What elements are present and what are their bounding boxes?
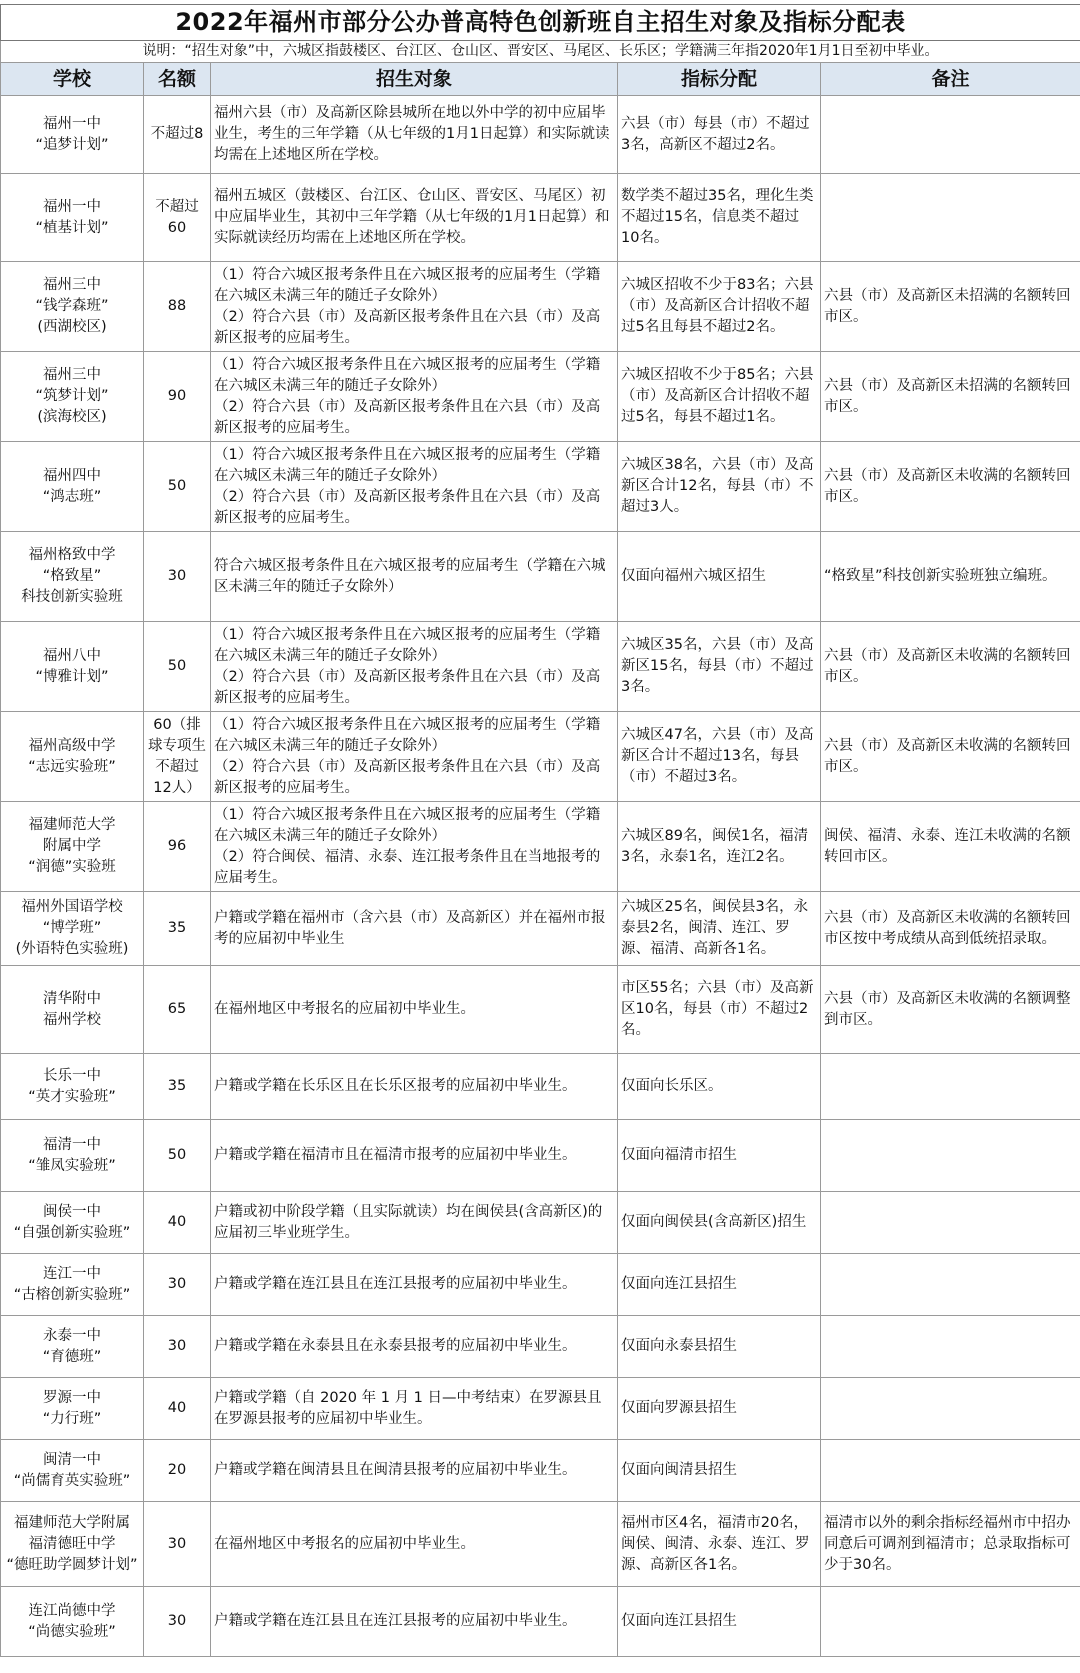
school-name-line: 罗源一中 [43, 1389, 101, 1406]
table-row [1, 1316, 1080, 1378]
school-cell [1, 262, 144, 352]
school-name-line: 福清一中 [43, 1136, 101, 1153]
school-cell [1, 442, 144, 532]
target-cell: 户籍或学籍在闽清县且在闽清县报考的应届初中毕业生。 [211, 1440, 618, 1502]
target-cell: 符合六城区报考条件且在六城区报考的应届考生（学籍在六城区未满三年的随迁子女除外） [211, 532, 618, 622]
quota-cell: 35 [144, 1054, 211, 1120]
target-cell: 户籍或学籍在永泰县且在永泰县报考的应届初中毕业生。 [211, 1316, 618, 1378]
school-cell [1, 174, 144, 262]
allocation-cell: 六城区35名，六县（市）及高新区15名，每县（市）不超过3名。 [618, 622, 821, 712]
table-title: 2022年福州市部分公办普高特色创新班自主招生对象及指标分配表 [1, 5, 1080, 41]
school-name-line: 附属中学 [43, 838, 101, 854]
school-name-line: 永泰一中 [43, 1327, 101, 1344]
quota-cell: 30 [144, 1316, 211, 1378]
quota-cell: 30 [144, 532, 211, 622]
allocation-cell: 仅面向福清市招生 [618, 1120, 821, 1192]
target-cell: 户籍或学籍在连江县且在连江县报考的应届初中毕业生。 [211, 1254, 618, 1316]
remark-cell: 六县（市）及高新区未收满的名额转回市区。 [821, 712, 1080, 802]
school-name-line: 福州三中 [43, 367, 101, 383]
school-name-line: 连江尚德中学 [28, 1602, 116, 1619]
target-cell: （1）符合六城区报考条件且在六城区报考的应届考生（学籍在六城区未满三年的随迁子女除外） （2）符合六县（市）及高新区报考条件且在六县（市）及高新区报考的应届考生。 [211, 622, 618, 712]
quota-cell: 不超过8 [144, 96, 211, 174]
remark-cell [821, 174, 1080, 262]
target-cell: （1）符合六城区报考条件且在六城区报考的应届考生（学籍在六城区未满三年的随迁子女除外） （2）符合六县（市）及高新区报考条件且在六县（市）及高新区报考的应届考生。 [211, 352, 618, 442]
school-name-line: “古榕创新实验班” [13, 1286, 131, 1303]
target-cell: 在福州地区中考报名的应届初中毕业生。 [211, 1502, 618, 1587]
school-name-line: “力行班” [42, 1410, 102, 1427]
table-row [1, 1120, 1080, 1192]
school-name-line: “追梦计划” [35, 136, 109, 153]
table-row [1, 532, 1080, 622]
allocation-cell: 仅面向闽侯县(含高新区)招生 [618, 1192, 821, 1254]
quota-cell: 96 [144, 802, 211, 892]
header-row [1, 63, 1080, 96]
table-row [1, 1502, 1080, 1587]
table-row [1, 622, 1080, 712]
target-cell: 在福州地区中考报名的应届初中毕业生。 [211, 966, 618, 1054]
remark-cell: 六县（市）及高新区未收满的名额转回市区按中考成绩从高到低统招录取。 [821, 892, 1080, 966]
table-note: 说明：“招生对象”中，六城区指鼓楼区、台江区、仓山区、晋安区、马尾区、长乐区；学籍满三年指2020年1月1日至初中毕业。 [1, 41, 1080, 63]
school-name-line: “雏凤实验班” [28, 1157, 116, 1174]
header-target: 招生对象 [211, 63, 618, 96]
allocation-cell: 市区55名；六县（市）及高新区10名，每县（市）不超过2名。 [618, 966, 821, 1054]
school-name-line: (滨海校区) [37, 409, 107, 425]
allocation-cell: 六城区38名，六县（市）及高新区合计12名，每县（市）不超过3人。 [618, 442, 821, 532]
school-name-line: “植基计划” [35, 219, 109, 236]
school-name-line: 福建师范大学附属 [14, 1514, 130, 1531]
table-row [1, 1378, 1080, 1440]
school-name-line: (西湖校区) [37, 319, 107, 335]
school-name-line: 清华附中 [43, 990, 101, 1007]
header-remark: 备注 [821, 63, 1080, 96]
school-name-line: “博雅计划” [35, 668, 109, 685]
quota-cell: 50 [144, 622, 211, 712]
remark-cell: 六县（市）及高新区未收满的名额转回市区。 [821, 442, 1080, 532]
quota-cell: 35 [144, 892, 211, 966]
school-name-line: “育德班” [42, 1348, 102, 1365]
allocation-cell: 六城区招收不少于85名；六县（市）及高新区合计招收不超过5名，每县不超过1名。 [618, 352, 821, 442]
table-row [1, 96, 1080, 174]
school-cell [1, 1120, 144, 1192]
school-name-line: “钱学森班” [35, 298, 109, 314]
remark-cell [821, 1316, 1080, 1378]
header-school: 学校 [1, 63, 144, 96]
remark-cell: 福清市以外的剩余指标经福州市中招办同意后可调剂到福清市；总录取指标可少于30名。 [821, 1502, 1080, 1587]
allocation-cell: 仅面向连江县招生 [618, 1254, 821, 1316]
quota-cell: 40 [144, 1192, 211, 1254]
allocation-cell: 仅面向长乐区。 [618, 1054, 821, 1120]
school-cell [1, 892, 144, 966]
table-row [1, 802, 1080, 892]
school-name-line: 科技创新实验班 [21, 589, 123, 605]
remark-cell: 六县（市）及高新区未招满的名额转回市区。 [821, 262, 1080, 352]
remark-cell [821, 1054, 1080, 1120]
remark-cell [821, 96, 1080, 174]
table-row [1, 892, 1080, 966]
quota-cell: 60（排球专项生不超过12人） [144, 712, 211, 802]
allocation-table [0, 4, 1080, 1657]
school-name-line: 闽侯一中 [43, 1203, 101, 1220]
school-name-line: 福州四中 [43, 467, 101, 484]
target-cell: （1）符合六城区报考条件且在六城区报考的应届考生（学籍在六城区未满三年的随迁子女除外） （2）符合六县（市）及高新区报考条件且在六县（市）及高新区报考的应届考生。 [211, 712, 618, 802]
school-cell [1, 1054, 144, 1120]
remark-cell [821, 1378, 1080, 1440]
header-quota: 名额 [144, 63, 211, 96]
school-name-line: 福州外国语学校 [21, 899, 123, 915]
school-name-line: “格致星” [42, 568, 102, 584]
school-cell [1, 712, 144, 802]
school-name-line: 福清德旺中学 [28, 1535, 116, 1552]
target-cell: 户籍或初中阶段学籍（且实际就读）均在闽侯县(含高新区)的应届初三毕业班学生。 [211, 1192, 618, 1254]
quota-cell: 30 [144, 1254, 211, 1316]
school-name-line: 福州八中 [43, 647, 101, 664]
table-row [1, 1587, 1080, 1657]
remark-cell: “格致星”科技创新实验班独立编班。 [821, 532, 1080, 622]
allocation-cell: 数学类不超过35名，理化生类不超过15名，信息类不超过10名。 [618, 174, 821, 262]
table-row [1, 712, 1080, 802]
school-name-line: (外语特色实验班) [15, 941, 129, 957]
school-name-line: “自强创新实验班” [13, 1224, 131, 1241]
school-name-line: 长乐一中 [43, 1067, 101, 1084]
quota-cell: 90 [144, 352, 211, 442]
quota-cell: 不超过60 [144, 174, 211, 262]
allocation-cell: 六城区招收不少于83名；六县（市）及高新区合计招收不超过5名且每县不超过2名。 [618, 262, 821, 352]
school-name-line: “鸿志班” [42, 488, 102, 505]
quota-cell: 30 [144, 1502, 211, 1587]
allocation-cell: 仅面向闽清县招生 [618, 1440, 821, 1502]
school-name-line: “博学班” [42, 920, 102, 936]
allocation-cell: 六城区25名，闽侯县3名，永泰县2名，闽清、连江、罗源、福清、高新各1名。 [618, 892, 821, 966]
table-row [1, 1054, 1080, 1120]
header-allocation: 指标分配 [618, 63, 821, 96]
school-cell [1, 802, 144, 892]
quota-cell: 30 [144, 1587, 211, 1657]
table-row [1, 352, 1080, 442]
remark-cell [821, 1440, 1080, 1502]
school-name-line: “筑梦计划” [35, 388, 109, 404]
table-row [1, 1192, 1080, 1254]
table-row [1, 1254, 1080, 1316]
school-name-line: “英才实验班” [28, 1088, 116, 1105]
school-cell [1, 96, 144, 174]
school-cell [1, 1254, 144, 1316]
target-cell: （1）符合六城区报考条件且在六城区报考的应届考生（学籍在六城区未满三年的随迁子女除外） （2）符合六县（市）及高新区报考条件且在六县（市）及高新区报考的应届考生。 [211, 442, 618, 532]
target-cell: （1）符合六城区报考条件且在六城区报考的应届考生（学籍在六城区未满三年的随迁子女除外） （2）符合六县（市）及高新区报考条件且在六县（市）及高新区报考的应届考生。 [211, 262, 618, 352]
allocation-cell: 仅面向永泰县招生 [618, 1316, 821, 1378]
school-cell [1, 352, 144, 442]
target-cell: 户籍或学籍（自 2020 年 1 月 1 日—中考结束）在罗源县且在罗源县报考的应届初中毕业生。 [211, 1378, 618, 1440]
quota-cell: 20 [144, 1440, 211, 1502]
school-cell [1, 1502, 144, 1587]
school-cell [1, 1587, 144, 1657]
target-cell: 户籍或学籍在福州市（含六县（市）及高新区）并在福州市报考的应届初中毕业生 [211, 892, 618, 966]
school-name-line: “尚德实验班” [28, 1623, 116, 1640]
allocation-cell: 六县（市）每县（市）不超过3名，高新区不超过2名。 [618, 96, 821, 174]
school-cell [1, 1192, 144, 1254]
school-name-line: “润德”实验班 [28, 859, 116, 875]
school-cell [1, 1378, 144, 1440]
allocation-cell: 六城区47名，六县（市）及高新区合计不超过13名，每县（市）不超过3名。 [618, 712, 821, 802]
table-row [1, 1440, 1080, 1502]
remark-cell: 六县（市）及高新区未收满的名额转回市区。 [821, 622, 1080, 712]
allocation-cell: 仅面向福州六城区招生 [618, 532, 821, 622]
target-cell: （1）符合六城区报考条件且在六城区报考的应届考生（学籍在六城区未满三年的随迁子女除外） （2）符合闽侯、福清、永泰、连江报考条件且在当地报考的应届考生。 [211, 802, 618, 892]
quota-cell: 50 [144, 1120, 211, 1192]
target-cell: 户籍或学籍在连江县且在连江县报考的应届初中毕业生。 [211, 1587, 618, 1657]
remark-cell [821, 1587, 1080, 1657]
allocation-cell: 福州市区4名，福清市20名，闽侯、闽清、永泰、连江、罗源、高新区各1名。 [618, 1502, 821, 1587]
target-cell: 户籍或学籍在福清市且在福清市报考的应届初中毕业生。 [211, 1120, 618, 1192]
quota-cell: 65 [144, 966, 211, 1054]
school-name-line: 福州三中 [43, 277, 101, 293]
quota-cell: 50 [144, 442, 211, 532]
remark-cell: 闽侯、福清、永泰、连江未收满的名额转回市区。 [821, 802, 1080, 892]
remark-cell [821, 1120, 1080, 1192]
target-cell: 福州六县（市）及高新区除县城所在地以外中学的初中应届毕业生，考生的三年学籍（从七年级的1月1日起算）和实际就读均需在上述地区所在学校。 [211, 96, 618, 174]
school-name-line: 福州一中 [43, 198, 101, 215]
allocation-cell: 六城区89名，闽侯1名，福清3名，永泰1名，连江2名。 [618, 802, 821, 892]
school-name-line: 闽清一中 [43, 1451, 101, 1468]
school-name-line: 连江一中 [43, 1265, 101, 1282]
table-row [1, 174, 1080, 262]
school-name-line: 福州一中 [43, 115, 101, 132]
table-row [1, 442, 1080, 532]
table-row [1, 262, 1080, 352]
table-row [1, 966, 1080, 1054]
remark-cell: 六县（市）及高新区未招满的名额转回市区。 [821, 352, 1080, 442]
target-cell: 户籍或学籍在长乐区且在长乐区报考的应届初中毕业生。 [211, 1054, 618, 1120]
school-name-line: “德旺助学圆梦计划” [6, 1556, 138, 1573]
remark-cell [821, 1192, 1080, 1254]
school-name-line: 福建师范大学 [28, 817, 116, 833]
quota-cell: 88 [144, 262, 211, 352]
school-cell [1, 966, 144, 1054]
school-name-line: 福州学校 [43, 1011, 101, 1028]
quota-cell: 40 [144, 1378, 211, 1440]
school-name-line: 福州高级中学 [28, 737, 116, 754]
allocation-cell: 仅面向连江县招生 [618, 1587, 821, 1657]
target-cell: 福州五城区（鼓楼区、台江区、仓山区、晋安区、马尾区）初中应届毕业生，其初中三年学籍（从七年级的1月1日起算）和实际就读经历均需在上述地区所在学校。 [211, 174, 618, 262]
school-name-line: “尚儒育英实验班” [13, 1472, 131, 1489]
remark-cell [821, 1254, 1080, 1316]
school-name-line: 福州格致中学 [28, 547, 116, 563]
school-cell [1, 1316, 144, 1378]
allocation-cell: 仅面向罗源县招生 [618, 1378, 821, 1440]
school-cell [1, 532, 144, 622]
remark-cell: 六县（市）及高新区未收满的名额调整到市区。 [821, 966, 1080, 1054]
school-name-line: “志远实验班” [28, 758, 116, 775]
school-cell [1, 622, 144, 712]
school-cell [1, 1440, 144, 1502]
